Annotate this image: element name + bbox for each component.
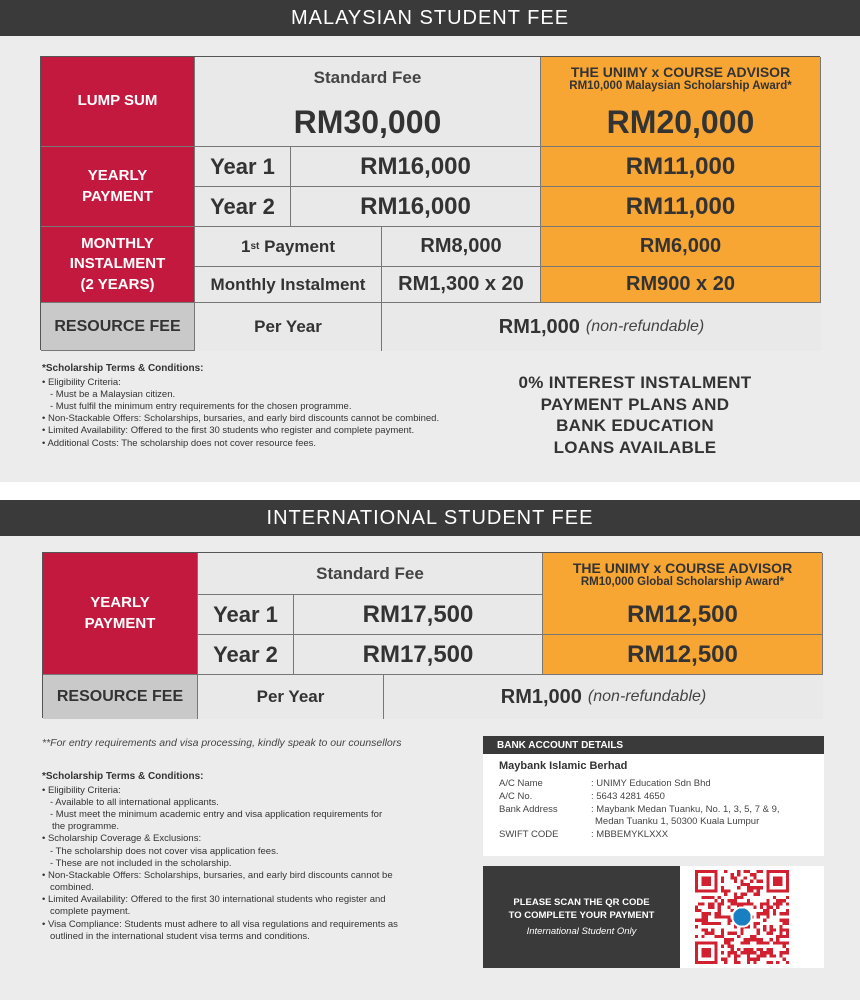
terms-line: • Additional Costs: The scholarship does not cover resource fees. bbox=[42, 437, 317, 449]
monthly-instalment-row-label: Monthly Instalment bbox=[195, 267, 382, 303]
entry-requirements-note: **For entry requirements and visa processing, kindly speak to our counsellors bbox=[42, 737, 402, 749]
terms-line: - The scholarship does not cover visa application fees. bbox=[50, 845, 279, 857]
terms-line: outlined in the international student visa terms and conditions. bbox=[50, 930, 310, 942]
bank-row: Medan Tuanku 1, 50300 Kuala Lumpur bbox=[595, 816, 760, 828]
terms-line: • Limited Availability: Offered to the first 30 international students who register and bbox=[42, 894, 386, 906]
terms-line: • Eligibility Criteria: bbox=[42, 376, 121, 388]
qr-code-icon[interactable] bbox=[695, 870, 789, 964]
year-1-scholarship: RM12,500 bbox=[543, 595, 823, 635]
year-1-scholarship: RM11,000 bbox=[541, 147, 821, 187]
bank-row: A/C No. : 5643 4281 4650 bbox=[499, 790, 665, 802]
resource-fee-label: RESOURCE FEE bbox=[43, 675, 198, 719]
malaysian-terms bbox=[42, 363, 492, 450]
monthly-instalment-scholarship: RM900 x 20 bbox=[541, 267, 821, 303]
yearly-payment-label: YEARLY PAYMENT bbox=[43, 553, 198, 675]
bank-row: Bank Address : Maybank Medan Tuanku, No. 1, 3, 5, 7 & 9, bbox=[499, 803, 780, 815]
first-payment-scholarship: RM6,000 bbox=[541, 227, 821, 267]
lump-sum-label: LUMP SUM bbox=[41, 57, 195, 147]
per-year-label: Per Year bbox=[198, 675, 384, 719]
qr-instructions: PLEASE SCAN THE QR CODE TO COMPLETE YOUR PAYMENT International Student Only bbox=[483, 866, 680, 968]
year-1-label: Year 1 bbox=[195, 147, 291, 187]
year-1-label: Year 1 bbox=[198, 595, 294, 635]
terms-line: - Must be a Malaysian citizen. bbox=[50, 388, 176, 400]
terms-line: complete payment. bbox=[50, 906, 131, 918]
terms-line: the programme. bbox=[52, 821, 120, 833]
bank-name: Maybank Islamic Berhad bbox=[499, 760, 628, 772]
terms-line: - Must meet the minimum academic entry and visa application requirements for bbox=[50, 809, 383, 821]
year-2-scholarship: RM11,000 bbox=[541, 187, 821, 227]
year-1-standard: RM17,500 bbox=[294, 595, 543, 635]
international-terms bbox=[42, 771, 462, 943]
resource-fee-amount: RM1,000 (non-refundable) bbox=[384, 675, 823, 719]
terms-line: • Limited Availability: Offered to the first 30 students who register and complete payment. bbox=[42, 425, 415, 437]
international-fee-table bbox=[42, 552, 822, 718]
year-2-scholarship: RM12,500 bbox=[543, 635, 823, 675]
terms-line: - Available to all international applicants. bbox=[50, 796, 219, 808]
interest-promo: 0% INTEREST INSTALMENT PAYMENT PLANS AND BANK EDUCATION LOANS AVAILABLE bbox=[518, 373, 752, 457]
lump-sum-scholarship: RM20,000 bbox=[541, 99, 821, 147]
monthly-instalment-standard: RM1,300 x 20 bbox=[382, 267, 541, 303]
terms-line: - These are not included in the scholarship. bbox=[50, 857, 232, 869]
bank-account-details bbox=[483, 736, 824, 856]
scholarship-header: THE UNIMY x COURSE ADVISOR RM10,000 Malaysian Scholarship Award* bbox=[541, 57, 821, 99]
lump-sum-standard: RM30,000 bbox=[195, 99, 541, 147]
monthly-instalment-label: MONTHLY INSTALMENT (2 YEARS) bbox=[41, 227, 195, 303]
year-1-standard: RM16,000 bbox=[291, 147, 541, 187]
yearly-payment-label: YEARLY PAYMENT bbox=[41, 147, 195, 227]
standard-fee-header: Standard Fee bbox=[198, 553, 543, 595]
bank-row: SWIFT CODE : MBBEMYKLXXX bbox=[499, 829, 669, 841]
scholarship-header: THE UNIMY x COURSE ADVISOR RM10,000 Global Scholarship Award* bbox=[543, 553, 823, 595]
per-year-label: Per Year bbox=[195, 303, 382, 351]
terms-line: • Eligibility Criteria: bbox=[42, 784, 121, 796]
resource-fee-amount: RM1,000 (non-refundable) bbox=[382, 303, 821, 351]
standard-fee-header: Standard Fee bbox=[195, 57, 541, 99]
terms-line: • Non-Stackable Offers: Scholarships, bursaries, and early bird discounts cannot be combined. bbox=[42, 413, 440, 425]
bank-details-header: BANK ACCOUNT DETAILS bbox=[483, 736, 824, 754]
terms-title: *Scholarship Terms & Conditions: bbox=[42, 771, 204, 782]
terms-line: • Visa Compliance: Students must adhere to all visa regulations and requirements as bbox=[42, 918, 398, 930]
terms-line: - Must fulfil the minimum entry requirements for the chosen programme. bbox=[50, 401, 352, 413]
first-payment-label: 1 st Payment bbox=[195, 227, 382, 267]
malaysian-fee-banner bbox=[0, 0, 860, 36]
malaysian-fee-table bbox=[40, 56, 820, 350]
bank-row: A/C Name : UNIMY Education Sdn Bhd bbox=[499, 778, 711, 789]
terms-line: combined. bbox=[50, 882, 94, 894]
terms-line: • Non-Stackable Offers: Scholarships, bursaries, and early bird discounts cannot be bbox=[42, 869, 393, 881]
year-2-label: Year 2 bbox=[198, 635, 294, 675]
year-2-standard: RM17,500 bbox=[294, 635, 543, 675]
year-2-label: Year 2 bbox=[195, 187, 291, 227]
section-divider bbox=[0, 482, 860, 500]
qr-payment-box bbox=[483, 866, 824, 968]
malaysian-fee-title: MALAYSIAN STUDENT FEE bbox=[290, 6, 570, 29]
international-fee-title: INTERNATIONAL STUDENT FEE bbox=[266, 506, 594, 529]
terms-line: • Scholarship Coverage & Exclusions: bbox=[42, 833, 202, 845]
international-fee-banner bbox=[0, 500, 860, 536]
first-payment-standard: RM8,000 bbox=[382, 227, 541, 267]
resource-fee-label: RESOURCE FEE bbox=[41, 303, 195, 351]
year-2-standard: RM16,000 bbox=[291, 187, 541, 227]
terms-title: *Scholarship Terms & Conditions: bbox=[42, 363, 204, 374]
